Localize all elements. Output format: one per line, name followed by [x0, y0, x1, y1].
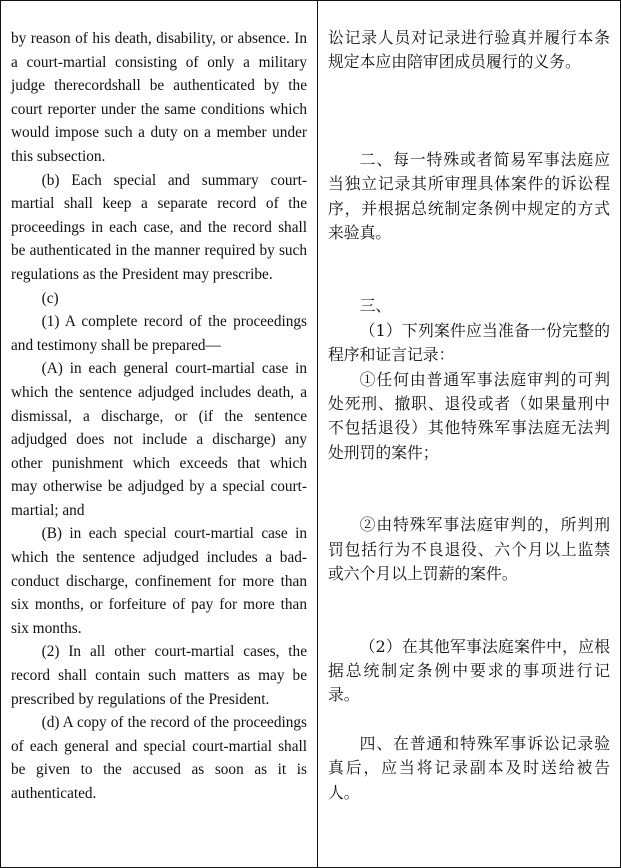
chinese-paragraph-three-2: （2）在其他军事法庭案件中，应根据总统制定条例中要求的事项进行记录。 [328, 636, 610, 705]
chinese-paragraph-three-1b: ②由特殊军事法庭审判的，所判刑罚包括行为不良退役、六个月以上监禁或六个月以上罚薪的案件。 [328, 515, 610, 584]
chinese-column [318, 1, 620, 867]
english-paragraph-c2: (2) In all other court-martial cases, the record shall contain such matters as may be prescribed by regulations of the President. [11, 643, 307, 708]
chinese-paragraph-three: 三、 [359, 296, 392, 316]
chinese-paragraph-three-1a: ①任何由普通军事法庭审判的可判处死刑、撤职、退役或者（如果量刑中不包括退役）其他特殊军事法庭无法判处刑罚的案件； [328, 369, 610, 462]
chinese-paragraph-four: 四、在普通和特殊军事诉讼记录验真后，应当将记录副本及时送给被告人。 [328, 733, 610, 802]
english-paragraph-c: (c) [41, 289, 59, 307]
english-paragraph-cB: (B) in each special court-martial case in which the sentence adjudged includes a bad-conduct discharge, confinement for more than six months, or forfeiture of pay for more than six months. [11, 525, 307, 637]
english-paragraph-c1: (1) A complete record of the proceedings and testimony shall be prepared— [11, 313, 307, 354]
english-paragraph-cA: (A) in each general court-martial case in which the sentence adjudged includes death, a dismissal, a discharge, or (if the sentence adjudged does not include a discharge) any other punishment which exceeds that which may otherwise be adjudged by a special court-martial; and [11, 360, 307, 519]
chinese-paragraph-three-1: （1）下列案件应当准备一份完整的程序和证言记录： [328, 320, 610, 365]
chinese-paragraph-continuation: 讼记录人员对记录进行验真并履行本条规定本应由陪审团成员履行的义务。 [328, 28, 610, 72]
english-paragraph-continuation: by reason of his death, disability, or absence. In a court-martial consisting of only a military judge therecordshall be authenticated by the court reporter under the same conditions which would impose such a duty on a member under this subsection. [11, 30, 307, 165]
english-paragraph-d: (d) A copy of the record of the proceedings of each general and special court-martial shall be given to the accused as soon as it is authenticated. [11, 714, 307, 802]
english-paragraph-b: (b) Each special and summary court-martial shall keep a separate record of the proceedings in each case, and the record shall be authenticated in the manner required by such regulations as the President may prescribe. [11, 171, 307, 283]
english-column [1, 1, 318, 867]
chinese-paragraph-two: 二、每一特殊或者简易军事法庭应当独立记录其所审理具体案件的诉讼程序，并根据总统制定条例中规定的方式来验真。 [328, 149, 610, 243]
